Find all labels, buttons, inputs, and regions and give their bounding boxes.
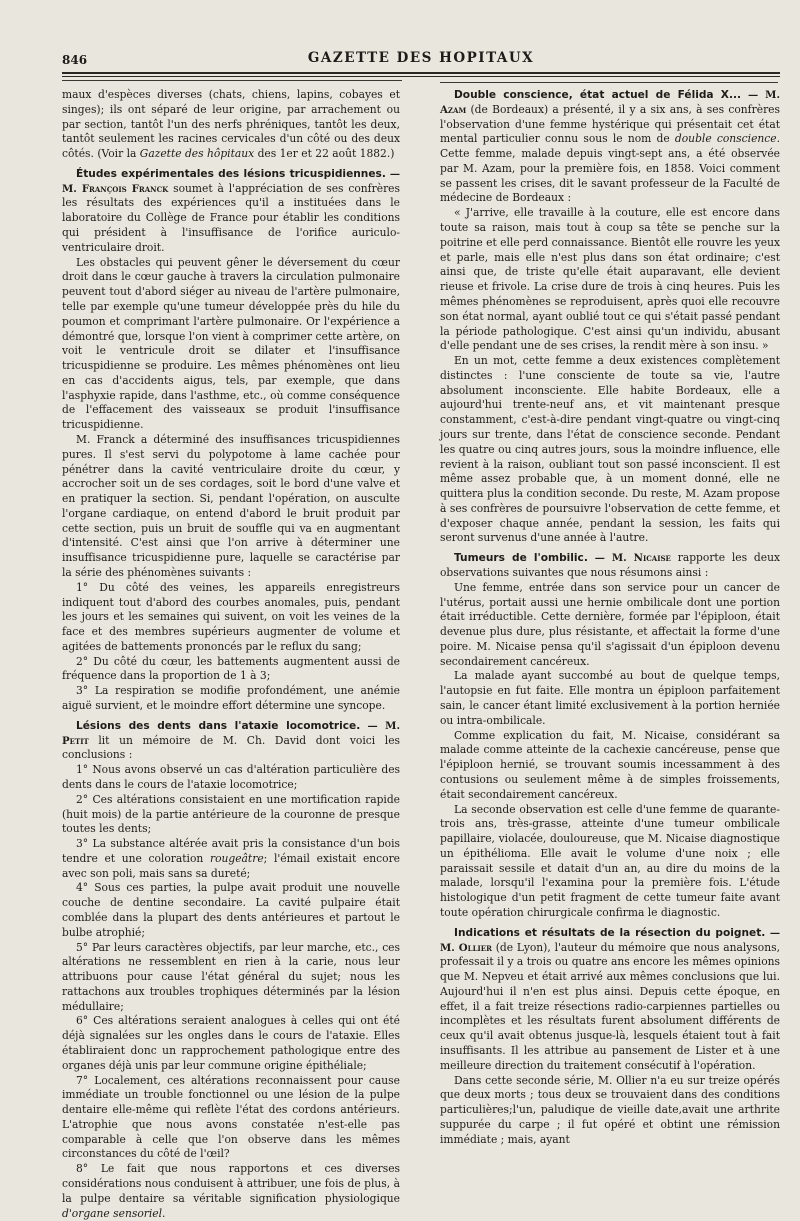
paragraph: Les obstacles qui peuvent gêner le déversement du cœur droit dans le cœur gauche à travers la circulation pulmonaire peuvent tout d'abord siéger au niveau de l'artère pulmonaire, telle par exemple qu'une tumeur développée près du hile du poumon et comprimant l'artère pulmonaire. Or l'expérience a démontré que, lorsque l'on vient à comprimer cette artère, on voit le ventricule droit se dilater et l'insuffisance tricuspidienne se produire. Les mêmes phénomènes ont lieu en cas d'accidents aigus, tels, par exemple, que dans l'asphyxie rapide, dans l'asthme, etc., où comme conséquence de l'effacement des vaisseaux se produit l'insuffisance tricuspidienne.: [62, 255, 400, 432]
list-item: 5° Par leurs caractères objectifs, par leur marche, etc., ces altérations ne ressemblent en rien à la carie, nous leur attribuons pour cause l'état général du sujet; nous les rattachons aux troubles trophiques déterminés par la lésion médullaire;: [62, 940, 400, 1013]
author-name: — M. Ollier: [440, 926, 780, 954]
paragraph: La malade ayant succombé au bout de quelque temps, l'autopsie en fut faite. Elle montra un épiploon parfaitement sain, le cancer étant limité exclusivement à la portion herniée ou intra-ombilicale.: [440, 669, 780, 727]
list-item: 6° Ces altérations seraient analogues à celles qui ont été déjà signalées sur les ongles dans le cours de l'ataxie. Elles établiraient donc un rapprochement pathologique entre des organes déjà unis par leur commune origine épithéliale;: [62, 1014, 400, 1072]
right-column-rule: [440, 82, 778, 83]
paragraph: La seconde observation est celle d'une femme de quarante-trois ans, très-grasse, atteinte d'une tumeur ombilicale papillaire, violacée, douloureuse, que M. Nicaise diagnostique un épithélioma. Elle avait le volume d'une noix ; elle paraissait sessile et datait d'un an, au dire du moins de la malade, lorsqu'il l'examina pour la première fois. L'étude histologique d'un petit fragment de cette tumeur faite avant toute opération chirurgicale confirma le diagnostic.: [440, 802, 780, 919]
paragraph: « J'arrive, elle travaille à la couture, elle est encore dans toute sa raison, mais tout à coup sa tête se penche sur la poitrine et elle perd connaissance. Bientôt elle rouvre les yeux et parle, mais elle n'est plus dans son état ordinaire; c'est ainsi que, de triste qu'elle était auparavant, elle devient rieuse et frivole. La crise dure de trois à cinq heures. Puis les mêmes phénomènes se reproduisent, après quoi elle recouvre son état normal, ayant oublié tout ce qui s'était passé pendant la période pathologique. C'est ainsi qu'un individu, abusant d'elle pendant une de ses crises, la rendit mère à son insu. »: [440, 206, 780, 353]
list-item: 3° La respiration se modifie profondément, une anémie aiguë survient, et le moindre effort détermine une syncope.: [62, 684, 400, 713]
list-item: 1° Du côté des veines, les appareils enregistreurs indiquent tout d'abord des courbes anomales, puis, pendant les jours et les semaines qui suivent, on voit les veines de la face et des membres supérieurs augmenter de volume et agitées de battements prononcés par le reflux du sang;: [62, 580, 400, 653]
left-column: [62, 88, 401, 1220]
section-franck: Études expérimentales des lésions tricuspidiennes. — M. François Franck soumet à l'appréciation de ses confrères les résultats des expériences qu'il a instituées dans le laboratoire du Collège de France pour établir les conditions qui président à l'insuffisance de l'orifice auriculo-ventriculaire droit.: [62, 167, 401, 254]
author-name: — M. Azam: [440, 89, 781, 116]
list-item: 7° Localement, ces altérations reconnaissent pour cause immédiate un trouble fonctionnel ou une lésion de la pulpe dentaire elle-même qui reflète l'état des cordons antérieurs. L'atrophie que nous avons constatée n'est-elle pas comparable à celle que l'on observe dans les mêmes circonstances du côté de l'œil?: [62, 1073, 400, 1161]
list-item: 2° Du côté du cœur, les battements augmentent aussi de fréquence dans la proportion de 1 à 3;: [62, 654, 400, 683]
list-item: 4° Sous ces parties, la pulpe avait produit une nouvelle couche de dentine secondaire. La cavité pulpaire était comblée dans la plupart des dents antérieures et partout le bulbe atrophié;: [62, 881, 400, 939]
list-item: 1° Nous avons observé un cas d'altération particulière des dents dans le cours de l'ataxie locomotrice;: [62, 763, 400, 791]
running-title: GAZETTE DES HOPITAUX: [307, 50, 535, 66]
continued-paragraph: maux d'espèces diverses (chats, chiens, lapins, cobayes et singes); ils ont séparé de leur origine, par arrachement ou par section, tantôt l'un des nerfs phréniques, tantôt les deux, tantôt seulement les racines cervicales d'un côté ou des deux côtés. (Voir la Gazette des hôpitaux des 1er et 22 août 1882.): [62, 88, 400, 161]
paragraph: M. Franck a déterminé des insuffisances tricuspidiennes pures. Il s'est servi du polypotome à lame cachée pour pénétrer dans la cavité ventriculaire droite du cœur, y accrocher soit un de ses cordages, soit le bord d'une valve et en pratiquer la section. Si, pendant l'opération, on ausculte l'organe cardiaque, on entend d'abord le bruit produit par cette section, puis un bruit de souffle qui va en augmentant d'intensité. C'est ainsi que l'on arrive à déterminer une insuffisance tricuspidienne pure, laquelle se caractérise par la série des phénomènes suivants :: [62, 432, 400, 579]
author-name: — M. Petit: [62, 719, 400, 747]
section-title: Double conscience, état actuel de Félida X...: [454, 89, 742, 101]
left-column-rule: [62, 80, 402, 81]
author-name: — M. Nicaise: [594, 552, 671, 565]
author-name: — M. François Franck: [62, 167, 401, 195]
section-azam: Double conscience, état actuel de Félida X... — M. Azam (de Bordeaux) a présenté, il y a six ans, à ses confrères l'observation d'une femme hystérique qui présentait cet état mental particulier connu sous le nom de double conscience. Cette femme, malade depuis vingt-sept ans, a été observée par M. Azam, pour la première fois, en 1858. Voici comment se passent les crises, dit le savant professeur de la Faculté de médecine de Bordeaux :: [440, 89, 781, 205]
paragraph: Dans cette seconde série, M. Ollier n'a eu sur treize opérés que deux morts ; tous deux se trouvaient dans des conditions particulières;l'un, paludique de vieille date,avait une arthrite suppurée du carpe ; il fut opéré et obtint une rémission immédiate ; mais, ayant: [440, 1073, 780, 1146]
list-item: 8° Le fait que nous rapportons et ces diverses considérations nous conduisent à attribuer, une fois de plus, à la pulpe dentaire sa véritable signification physiologique d'organe sensoriel.: [62, 1162, 400, 1220]
list-item: 2° Ces altérations consistaient en une mortification rapide (huit mois) de la partie antérieure de la couronne de presque toutes les dents;: [62, 792, 400, 836]
paragraph: En un mot, cette femme a deux existences complètement distinctes : l'une consciente de toute sa vie, l'autre absolument inconsciente. Elle habite Bordeaux, elle a aujourd'hui trente-neuf ans, et vit maintenant presque constamment, c'est-à-dire pendant vingt-quatre ou vingt-cinq jours sur trente, dans l'état de conscience seconde. Pendant les quatre ou cinq autres jours, sous la moindre influence, elle revient à la raison, oubliant tout son passé inconscient. Il est même assez probable que, à un moment donné, elle ne quittera plus la condition seconde. Du reste, M. Azam propose à ses confrères de poursuivre l'observation de cette femme, et d'exposer chaque année, pendant la session, les faits qui seront survenus d'une année à l'autre.: [440, 354, 780, 545]
section-nicaise: Tumeurs de l'ombilic. — M. Nicaise rapporte les deux observations suivantes que nous résumons ainsi :: [440, 551, 780, 579]
section-title: Lésions des dents dans l'ataxie locomotrice.: [76, 719, 361, 732]
section-petit: Lésions des dents dans l'ataxie locomotrice. — M. Petit lit un mémoire de M. Ch. David dont voici les conclusions :: [62, 719, 400, 762]
header-rule-thin: [62, 76, 780, 77]
header-rule-thick: [62, 72, 780, 74]
section-ollier: Indications et résultats de la résection du poignet. — M. Ollier (de Lyon), l'auteur du mémoire que nous analysons, professait il y a trois ou quatre ans encore les mêmes opinions que M. Nepveu et était arrivé aux mêmes conclusions que lui. Aujourd'hui il n'en est plus ainsi. Depuis cette époque, en effet, il a fait treize résections radio-carpiennes partielles ou incomplètes et les résultats furent absolument différents de ceux qu'il avait obtenus jusque-là, lesquels étaient tout à fait insuffisants. Il les attribue au pansement de Lister et à une meilleure direction du traitement consécutif à l'opération.: [440, 926, 780, 1072]
section-title: Études expérimentales des lésions tricuspidiennes.: [76, 167, 386, 180]
page-number: 846: [62, 53, 88, 67]
paragraph: Une femme, entrée dans son service pour un cancer de l'utérus, portait aussi une hernie ombilicale dont une portion était irréductible. Cette dernière, formée par l'épiploon, était devenue plus dure, plus résistante, et affectait la forme d'une poire. M. Nicaise pensa qu'il s'agissait d'un épiploon devenu secondairement cancéreux.: [440, 580, 780, 668]
list-item: 3° La substance altérée avait pris la consistance d'un bois tendre et une coloration rougeâtre; l'émail existait encore avec son poli, mais sans sa dureté;: [62, 837, 401, 880]
section-title: Indications et résultats de la résection du poignet.: [454, 926, 766, 939]
section-title: Tumeurs de l'ombilic.: [454, 552, 588, 565]
paragraph: Comme explication du fait, M. Nicaise, considérant sa malade comme atteinte de la cachexie cancéreuse, pense que l'épiploon hernié, se trouvant soumis incessamment à des contusions ou seulement même à de simples froissements, était secondairement cancéreux.: [440, 728, 780, 801]
page-header: [62, 50, 780, 72]
right-column: [440, 88, 780, 1144]
